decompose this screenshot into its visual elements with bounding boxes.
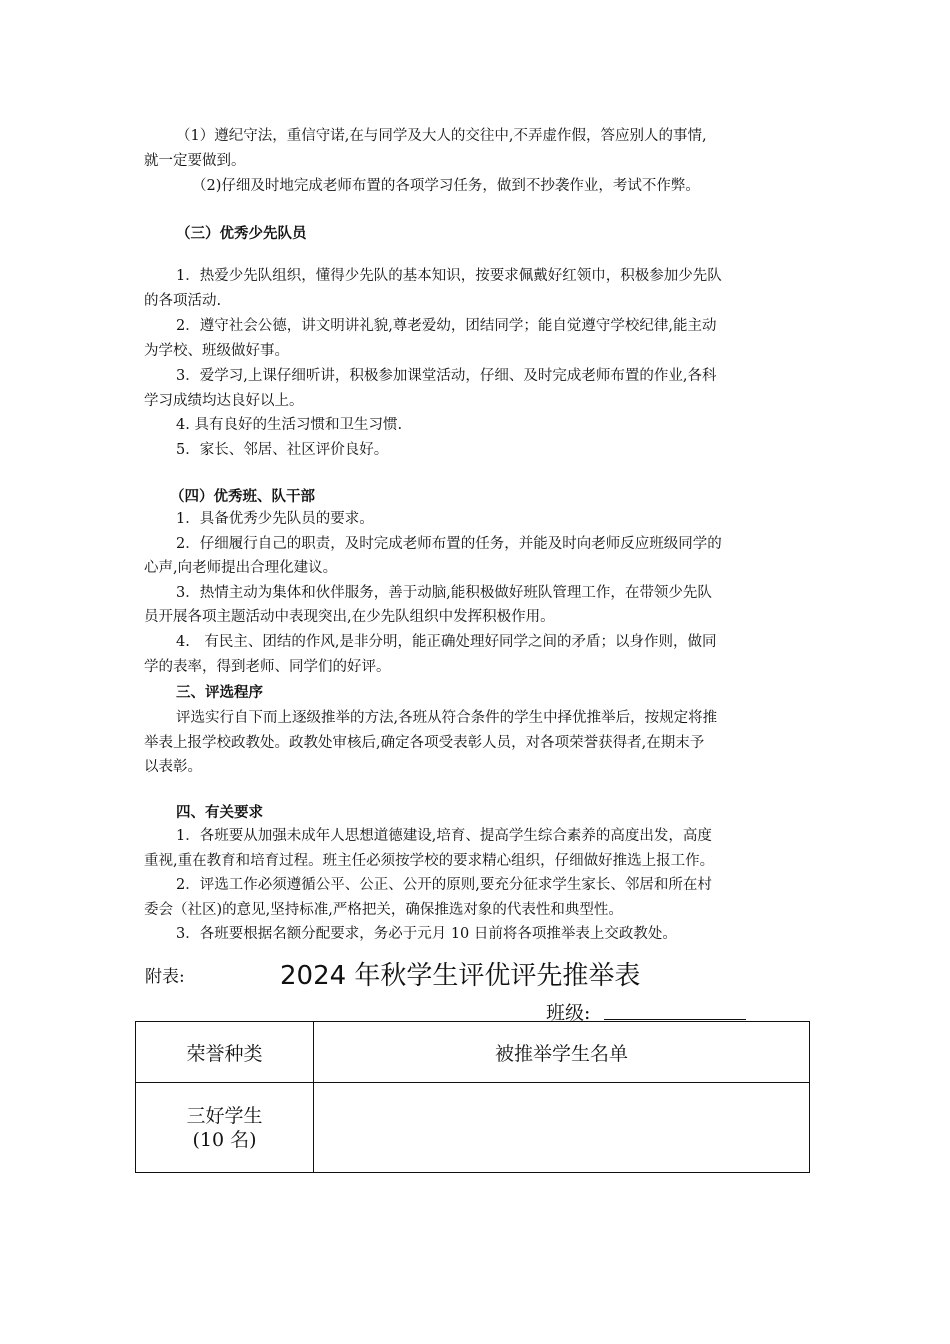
- procedure-heading: 三、评选程序: [176, 685, 263, 701]
- class-label: 班级:: [546, 1002, 591, 1024]
- requirements-heading: 四、有关要求: [176, 805, 263, 821]
- section-4-heading: （四）优秀班、队干部: [170, 489, 315, 505]
- sec4-item-1: 1．具备优秀少先队员的要求。: [176, 511, 374, 527]
- req-item-1-line-2: 重视,重在教育和培育过程。班主任必须按学校的要求精心组织，仔细做好推选上报工作。: [144, 853, 715, 869]
- paragraph-2: （2)仔细及时地完成老师布置的各项学习任务，做到不抄袭作业，考试不作弊。: [192, 178, 700, 194]
- paragraph-1-line-1: （1）遵纪守法，重信守诺,在与同学及大人的交往中,不弄虚作假，答应别人的事情,: [176, 128, 707, 144]
- nomination-table: [135, 1021, 810, 1173]
- sec4-item-2-line-2: 心声,向老师提出合理化建议。: [144, 560, 338, 576]
- class-blank-line[interactable]: [604, 1019, 746, 1020]
- sec4-item-4-line-2: 学的表率，得到老师、同学们的好评。: [144, 659, 391, 675]
- req-item-2-line-2: 委会（社区)的意见,坚持标准,严格把关，确保推选对象的代表性和典型性。: [144, 902, 623, 918]
- honor-type-quota: (10 名): [192, 1128, 257, 1151]
- section-3-heading: （三）优秀少先队员: [176, 226, 307, 242]
- table-row: [136, 1083, 810, 1173]
- form-title: 2024 年秋学生评优评先推举表: [280, 961, 641, 991]
- sec3-item-4: 4. 具有良好的生活习惯和卫生习惯.: [176, 417, 403, 433]
- sec4-item-2-line-1: 2．仔细履行自己的职责，及时完成老师布置的任务，并能及时向老师反应班级同学的: [176, 536, 722, 552]
- student-names-cell[interactable]: [314, 1083, 810, 1173]
- sec3-item-2-line-2: 为学校、班级做好事。: [144, 343, 289, 359]
- sec3-item-3-line-2: 学习成绩均达良好以上。: [144, 393, 304, 409]
- sec3-item-5: 5．家长、邻居、社区评价良好。: [176, 442, 389, 458]
- sec3-item-3-line-1: 3．爱学习,上课仔细听讲，积极参加课堂活动，仔细、及时完成老师布置的作业,各科: [176, 368, 717, 384]
- sec3-item-1-line-1: 1．热爱少先队组织，懂得少先队的基本知识，按要求佩戴好红领巾，积极参加少先队: [176, 268, 722, 284]
- req-item-3: 3．各班要根据名额分配要求，务必于元月 10 日前将各项推举表上交政教处。: [176, 926, 677, 942]
- req-item-2-line-1: 2．评选工作必须遵循公平、公正、公开的原则,要充分征求学生家长、邻居和所在村: [176, 877, 712, 893]
- req-item-1-line-1: 1．各班要从加强未成年人思想道德建设,培育、提高学生综合素养的高度出发，高度: [176, 828, 712, 844]
- sec4-item-3-line-1: 3．热情主动为集体和伙伴服务，善于动脑,能积极做好班队管理工作，在带领少先队: [176, 585, 712, 601]
- procedure-line-3: 以表彰。: [144, 759, 202, 775]
- sec4-item-4-line-1: 4. 有民主、团结的作风,是非分明，能正确处理好同学之间的矛盾；以身作则，做同: [176, 634, 717, 650]
- honor-type-name: 三好学生: [186, 1104, 263, 1127]
- procedure-line-1: 评选实行自下而上逐级推举的方法,各班从符合条件的学生中择优推举后，按规定将推: [176, 710, 718, 726]
- procedure-line-2: 举表上报学校政教处。政教处审核后,确定各项受表彰人员，对各项荣誉获得者,在期末予: [144, 735, 705, 751]
- honor-type-cell: [136, 1083, 314, 1173]
- sec3-item-1-line-2: 的各项活动.: [144, 293, 222, 309]
- paragraph-1-line-2: 就一定要做到。: [144, 153, 246, 169]
- header-honor-type: 荣誉种类: [136, 1022, 314, 1083]
- table-header-row: [136, 1022, 810, 1083]
- sec3-item-2-line-1: 2．遵守社会公德，讲文明讲礼貌,尊老爱幼，团结同学；能自觉遵守学校纪律,能主动: [176, 318, 717, 334]
- header-student-list: 被推举学生名单: [314, 1022, 810, 1083]
- appendix-label: 附表:: [145, 967, 185, 987]
- sec4-item-3-line-2: 员开展各项主题活动中表现突出,在少先队组织中发挥积极作用。: [144, 609, 555, 625]
